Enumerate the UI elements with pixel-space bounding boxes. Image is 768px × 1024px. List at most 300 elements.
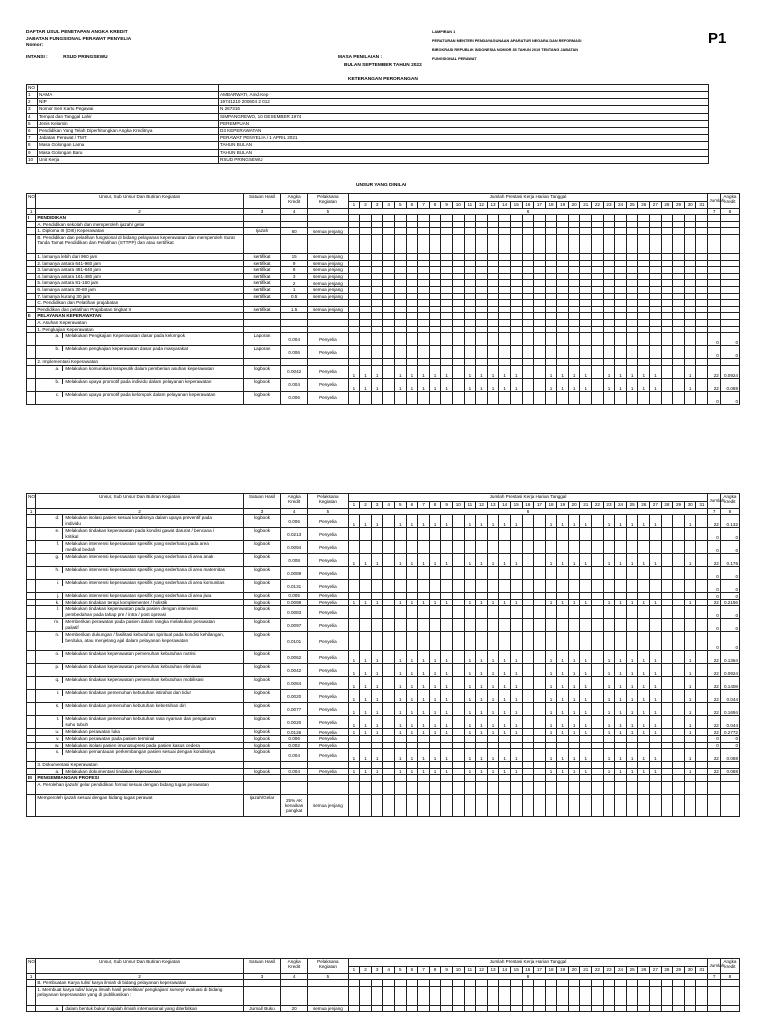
row-pelaksana bbox=[308, 326, 348, 333]
day-cell bbox=[418, 359, 430, 366]
day-cell bbox=[360, 775, 372, 782]
personal-row bbox=[27, 135, 709, 142]
day-header: 26 bbox=[638, 202, 650, 209]
day-cell bbox=[360, 541, 372, 554]
day-cell bbox=[499, 228, 511, 235]
day-cell bbox=[452, 690, 464, 703]
personal-row-no: 1 bbox=[27, 92, 38, 99]
day-cell bbox=[429, 215, 441, 222]
day-cell bbox=[348, 775, 360, 782]
day-cell bbox=[684, 391, 696, 404]
day-cell bbox=[603, 1005, 615, 1012]
activity-row bbox=[27, 378, 740, 391]
day-cell: 1 bbox=[615, 378, 627, 391]
day-cell bbox=[673, 980, 685, 987]
day-cell bbox=[383, 333, 395, 346]
day-cell: 1 bbox=[568, 515, 580, 528]
day-cell bbox=[441, 736, 453, 743]
day-cell bbox=[476, 313, 488, 320]
day-cell bbox=[418, 980, 430, 987]
day-cell bbox=[452, 293, 464, 300]
day-cell bbox=[499, 300, 511, 307]
day-cell bbox=[360, 632, 372, 651]
day-cell bbox=[418, 235, 430, 254]
day-header: 6 bbox=[406, 967, 418, 974]
day-cell bbox=[360, 280, 372, 287]
day-cell bbox=[383, 651, 395, 664]
day-cell bbox=[580, 287, 592, 294]
day-cell bbox=[394, 333, 406, 346]
day-cell bbox=[557, 287, 569, 294]
row-pelaksana: semua jenjang bbox=[308, 280, 348, 287]
day-cell bbox=[661, 515, 673, 528]
personal-row-no: 9 bbox=[27, 149, 38, 156]
day-cell bbox=[626, 782, 638, 795]
row-ak-total bbox=[720, 215, 739, 222]
day-cell: 1 bbox=[360, 768, 372, 775]
row-angka-kredit: 0.0062 bbox=[281, 651, 308, 664]
day-cell bbox=[510, 300, 522, 307]
day-cell: 1 bbox=[394, 651, 406, 664]
day-cell bbox=[487, 1005, 499, 1012]
day-cell bbox=[394, 567, 406, 580]
day-cell bbox=[580, 260, 592, 267]
day-cell bbox=[661, 651, 673, 664]
day-cell bbox=[592, 326, 604, 333]
day-cell bbox=[650, 287, 662, 294]
personal-row-no: 5 bbox=[27, 120, 38, 127]
day-cell bbox=[650, 313, 662, 320]
day-header: 5 bbox=[394, 202, 406, 209]
row-no bbox=[27, 632, 36, 651]
day-cell bbox=[661, 716, 673, 729]
day-cell bbox=[383, 267, 395, 274]
day-cell bbox=[603, 326, 615, 333]
personal-header-row bbox=[27, 85, 709, 92]
day-cell bbox=[615, 228, 627, 235]
row-ak-total: 0 bbox=[720, 333, 739, 346]
day-cell: 1 bbox=[615, 664, 627, 677]
day-cell: 1 bbox=[371, 768, 383, 775]
day-cell bbox=[510, 980, 522, 987]
day-cell: 1 bbox=[394, 716, 406, 729]
day-cell bbox=[441, 254, 453, 261]
day-cell bbox=[638, 326, 650, 333]
day-cell bbox=[487, 346, 499, 359]
activity-row bbox=[27, 1005, 740, 1012]
day-header: 22 bbox=[592, 967, 604, 974]
day-cell bbox=[580, 736, 592, 743]
day-cell: 1 bbox=[557, 651, 569, 664]
day-cell bbox=[603, 528, 615, 541]
day-cell bbox=[580, 980, 592, 987]
day-cell bbox=[673, 1005, 685, 1012]
day-cell bbox=[510, 326, 522, 333]
row-activity bbox=[36, 593, 244, 600]
row-angka-kredit: 0.004 bbox=[281, 333, 308, 346]
day-cell bbox=[383, 260, 395, 267]
day-cell bbox=[522, 273, 534, 280]
day-cell bbox=[534, 333, 546, 346]
row-activity: 3. lamanya antara 481-640 jam bbox=[36, 267, 244, 274]
day-cell bbox=[452, 567, 464, 580]
day-header: 28 bbox=[661, 967, 673, 974]
day-cell bbox=[418, 287, 430, 294]
day-cell bbox=[568, 287, 580, 294]
day-cell bbox=[522, 280, 534, 287]
day-cell bbox=[383, 528, 395, 541]
day-header: 28 bbox=[661, 202, 673, 209]
day-cell bbox=[522, 267, 534, 274]
day-cell bbox=[638, 300, 650, 307]
day-cell: 1 bbox=[371, 515, 383, 528]
row-ak-total: 0.044 bbox=[720, 690, 739, 703]
day-cell bbox=[626, 280, 638, 287]
row-text: Melakukan intervensi keperawatan spesifik yang sederhana di area jiwa bbox=[62, 593, 225, 598]
row-activity bbox=[36, 619, 244, 632]
regulation-line-3: FUNGSIONAL PERAWAT bbox=[432, 57, 477, 61]
day-cell bbox=[394, 593, 406, 600]
day-cell bbox=[429, 795, 441, 817]
day-cell bbox=[487, 775, 499, 782]
day-cell bbox=[673, 580, 685, 593]
day-cell bbox=[545, 306, 557, 313]
day-cell bbox=[510, 528, 522, 541]
day-cell: 1 bbox=[557, 599, 569, 606]
day-header: 27 bbox=[650, 202, 662, 209]
day-cell: 1 bbox=[603, 749, 615, 762]
day-cell bbox=[568, 567, 580, 580]
index-cell: 3 bbox=[243, 209, 280, 215]
personal-row bbox=[27, 120, 709, 127]
day-cell bbox=[348, 333, 360, 346]
day-cell bbox=[476, 293, 488, 300]
row-activity: 1. Membuat karya tulis/ karya ilmiah hasil penelitian/ pengkajian/ survey/ evaluasi di bidang pelayanan keperawatan yang di publikasikan : bbox=[36, 986, 244, 1005]
day-cell bbox=[603, 320, 615, 327]
day-cell bbox=[394, 306, 406, 313]
day-cell bbox=[638, 267, 650, 274]
index-cell: 4 bbox=[281, 974, 308, 980]
day-cell: 1 bbox=[603, 703, 615, 716]
day-cell bbox=[510, 333, 522, 346]
day-cell bbox=[615, 267, 627, 274]
day-cell bbox=[429, 326, 441, 333]
activity-row bbox=[27, 313, 740, 320]
row-ak-total: 0.0924 bbox=[720, 664, 739, 677]
day-cell bbox=[557, 320, 569, 327]
period-label: BULAN SEPTEMBER TAHUN 2022 bbox=[344, 63, 422, 68]
day-cell bbox=[592, 749, 604, 762]
row-jumlah: 22 bbox=[708, 365, 720, 378]
day-cell bbox=[476, 632, 488, 651]
day-cell bbox=[684, 320, 696, 327]
row-satuan bbox=[243, 235, 280, 254]
day-cell bbox=[650, 326, 662, 333]
day-cell bbox=[638, 782, 650, 795]
day-cell bbox=[383, 632, 395, 651]
personal-row-value: AMBARWATI, Amd.Kep bbox=[219, 92, 709, 99]
day-cell bbox=[452, 267, 464, 274]
day-cell bbox=[522, 677, 534, 690]
day-cell bbox=[661, 768, 673, 775]
day-header: 20 bbox=[568, 202, 580, 209]
day-cell bbox=[650, 580, 662, 593]
day-cell bbox=[429, 986, 441, 1005]
activity-row bbox=[27, 580, 740, 593]
day-cell bbox=[557, 333, 569, 346]
day-cell bbox=[626, 346, 638, 359]
day-cell bbox=[487, 280, 499, 287]
day-cell: 1 bbox=[510, 768, 522, 775]
masa-penilaian-label: MASA PENILAIAN : bbox=[338, 55, 383, 60]
day-cell: 1 bbox=[510, 599, 522, 606]
day-cell bbox=[429, 606, 441, 619]
day-cell bbox=[696, 729, 708, 736]
day-cell bbox=[487, 221, 499, 228]
row-pelaksana: Penyelia bbox=[308, 664, 348, 677]
row-no bbox=[27, 287, 36, 294]
day-cell bbox=[476, 762, 488, 769]
day-cell bbox=[418, 221, 430, 228]
day-cell: 1 bbox=[441, 749, 453, 762]
row-ak-total bbox=[720, 235, 739, 254]
day-cell bbox=[534, 273, 546, 280]
day-cell bbox=[429, 567, 441, 580]
day-cell bbox=[696, 782, 708, 795]
day-header: 29 bbox=[673, 502, 685, 509]
day-cell bbox=[487, 267, 499, 274]
row-satuan bbox=[243, 313, 280, 320]
day-cell bbox=[626, 795, 638, 817]
day-header: 21 bbox=[580, 502, 592, 509]
day-cell bbox=[580, 313, 592, 320]
row-sub-letter: c. bbox=[55, 391, 60, 397]
day-cell: 1 bbox=[360, 677, 372, 690]
row-no bbox=[27, 221, 36, 228]
row-ak-total: 0.1364 bbox=[720, 651, 739, 664]
day-cell bbox=[487, 306, 499, 313]
day-cell bbox=[626, 273, 638, 280]
day-header: 25 bbox=[626, 967, 638, 974]
row-pelaksana bbox=[308, 215, 348, 222]
day-cell: 1 bbox=[568, 677, 580, 690]
day-header: 30 bbox=[684, 502, 696, 509]
day-cell bbox=[638, 632, 650, 651]
day-cell bbox=[580, 541, 592, 554]
day-cell bbox=[592, 795, 604, 817]
index-cell: 5 bbox=[308, 209, 348, 215]
row-ak-total: 0.1694 bbox=[720, 703, 739, 716]
day-cell bbox=[615, 280, 627, 287]
activity-row bbox=[27, 215, 740, 222]
day-cell bbox=[568, 280, 580, 287]
row-activity bbox=[36, 749, 244, 762]
day-header: 9 bbox=[441, 202, 453, 209]
row-angka-kredit bbox=[281, 326, 308, 333]
day-cell bbox=[603, 391, 615, 404]
row-sub-letter: s. bbox=[55, 703, 60, 709]
row-satuan: logbook bbox=[243, 606, 280, 619]
row-pelaksana: semua jenjang bbox=[308, 287, 348, 294]
day-cell: 1 bbox=[650, 664, 662, 677]
day-cell bbox=[580, 306, 592, 313]
day-cell bbox=[441, 567, 453, 580]
day-cell bbox=[557, 528, 569, 541]
day-cell bbox=[615, 632, 627, 651]
day-cell bbox=[418, 228, 430, 235]
day-cell bbox=[452, 528, 464, 541]
day-header: 2 bbox=[360, 502, 372, 509]
day-cell bbox=[638, 313, 650, 320]
row-angka-kredit: 15 bbox=[281, 254, 308, 261]
day-cell bbox=[383, 742, 395, 749]
row-no bbox=[27, 541, 36, 554]
day-cell: 1 bbox=[487, 729, 499, 736]
day-cell bbox=[464, 762, 476, 769]
day-cell bbox=[580, 346, 592, 359]
day-cell bbox=[615, 619, 627, 632]
day-cell: 1 bbox=[441, 554, 453, 567]
day-cell bbox=[499, 254, 511, 261]
header-row bbox=[27, 494, 740, 502]
row-activity bbox=[36, 703, 244, 716]
day-cell: 1 bbox=[429, 729, 441, 736]
day-cell bbox=[696, 762, 708, 769]
day-cell bbox=[394, 320, 406, 327]
day-cell bbox=[406, 287, 418, 294]
day-cell bbox=[441, 273, 453, 280]
day-cell: 1 bbox=[394, 365, 406, 378]
day-cell bbox=[429, 280, 441, 287]
day-cell: 1 bbox=[406, 365, 418, 378]
day-cell bbox=[696, 228, 708, 235]
day-cell bbox=[383, 749, 395, 762]
day-cell: 1 bbox=[626, 554, 638, 567]
day-cell bbox=[592, 221, 604, 228]
day-cell bbox=[603, 782, 615, 795]
day-cell bbox=[534, 293, 546, 300]
day-header: 2 bbox=[360, 202, 372, 209]
day-cell bbox=[673, 541, 685, 554]
row-no bbox=[27, 515, 36, 528]
day-cell bbox=[383, 580, 395, 593]
day-cell bbox=[673, 729, 685, 736]
header-row bbox=[27, 194, 740, 202]
day-cell bbox=[360, 593, 372, 600]
day-cell bbox=[673, 333, 685, 346]
row-sub-letter: q. bbox=[55, 677, 60, 683]
day-header: 15 bbox=[510, 202, 522, 209]
personal-row bbox=[27, 92, 709, 99]
row-activity bbox=[36, 651, 244, 664]
day-cell bbox=[476, 306, 488, 313]
day-cell: 1 bbox=[650, 515, 662, 528]
row-sub-letter: d. bbox=[55, 515, 60, 521]
day-cell bbox=[673, 606, 685, 619]
day-cell bbox=[673, 293, 685, 300]
day-cell bbox=[661, 619, 673, 632]
day-cell bbox=[429, 333, 441, 346]
day-cell bbox=[394, 762, 406, 769]
day-cell bbox=[592, 768, 604, 775]
day-cell bbox=[592, 782, 604, 795]
day-cell bbox=[383, 254, 395, 261]
day-cell bbox=[429, 228, 441, 235]
day-cell bbox=[696, 280, 708, 287]
row-jumlah: 22 bbox=[708, 664, 720, 677]
day-cell bbox=[348, 235, 360, 254]
day-cell bbox=[371, 580, 383, 593]
day-header: 21 bbox=[580, 202, 592, 209]
day-cell bbox=[418, 580, 430, 593]
day-cell bbox=[383, 664, 395, 677]
day-cell bbox=[603, 736, 615, 743]
day-cell bbox=[673, 365, 685, 378]
day-cell bbox=[592, 333, 604, 346]
day-cell bbox=[603, 267, 615, 274]
day-cell: 1 bbox=[406, 703, 418, 716]
day-cell bbox=[371, 333, 383, 346]
day-cell bbox=[522, 986, 534, 1005]
day-cell bbox=[371, 346, 383, 359]
day-cell bbox=[684, 775, 696, 782]
day-cell: 1 bbox=[487, 365, 499, 378]
day-cell bbox=[383, 619, 395, 632]
day-cell: 1 bbox=[348, 599, 360, 606]
day-cell bbox=[673, 267, 685, 274]
day-cell bbox=[406, 260, 418, 267]
row-activity: 1. Diploma III (DIII) Keperawatan bbox=[36, 228, 244, 235]
day-cell bbox=[568, 293, 580, 300]
row-angka-kredit: 1 bbox=[281, 287, 308, 294]
day-header: 25 bbox=[626, 502, 638, 509]
row-ak-total bbox=[720, 762, 739, 769]
day-cell bbox=[638, 306, 650, 313]
day-cell bbox=[441, 293, 453, 300]
row-angka-kredit bbox=[281, 762, 308, 769]
day-cell: 1 bbox=[360, 729, 372, 736]
row-jumlah bbox=[708, 215, 720, 222]
day-cell: 1 bbox=[545, 651, 557, 664]
day-cell: 1 bbox=[406, 677, 418, 690]
row-activity: A. Pendidikan sekolah dan memperoleh ijazah/ gelar bbox=[36, 221, 244, 228]
day-cell bbox=[371, 782, 383, 795]
day-cell: 1 bbox=[360, 690, 372, 703]
row-ak-total: 0 bbox=[720, 391, 739, 404]
day-cell bbox=[476, 235, 488, 254]
row-activity bbox=[36, 541, 244, 554]
day-cell bbox=[638, 273, 650, 280]
row-activity bbox=[36, 736, 244, 743]
day-cell bbox=[673, 254, 685, 261]
day-cell: 1 bbox=[684, 749, 696, 762]
day-cell bbox=[580, 580, 592, 593]
day-cell bbox=[534, 736, 546, 743]
row-ak-total bbox=[720, 280, 739, 287]
day-cell bbox=[603, 300, 615, 307]
day-cell bbox=[545, 782, 557, 795]
row-pelaksana bbox=[308, 320, 348, 327]
day-cell bbox=[383, 775, 395, 782]
col-satuan-header: Satuan Hasil bbox=[243, 959, 280, 974]
day-cell bbox=[464, 593, 476, 600]
activity-row bbox=[27, 326, 740, 333]
day-cell bbox=[615, 260, 627, 267]
day-cell bbox=[476, 775, 488, 782]
day-cell bbox=[568, 221, 580, 228]
row-no bbox=[27, 300, 36, 307]
day-cell bbox=[476, 742, 488, 749]
